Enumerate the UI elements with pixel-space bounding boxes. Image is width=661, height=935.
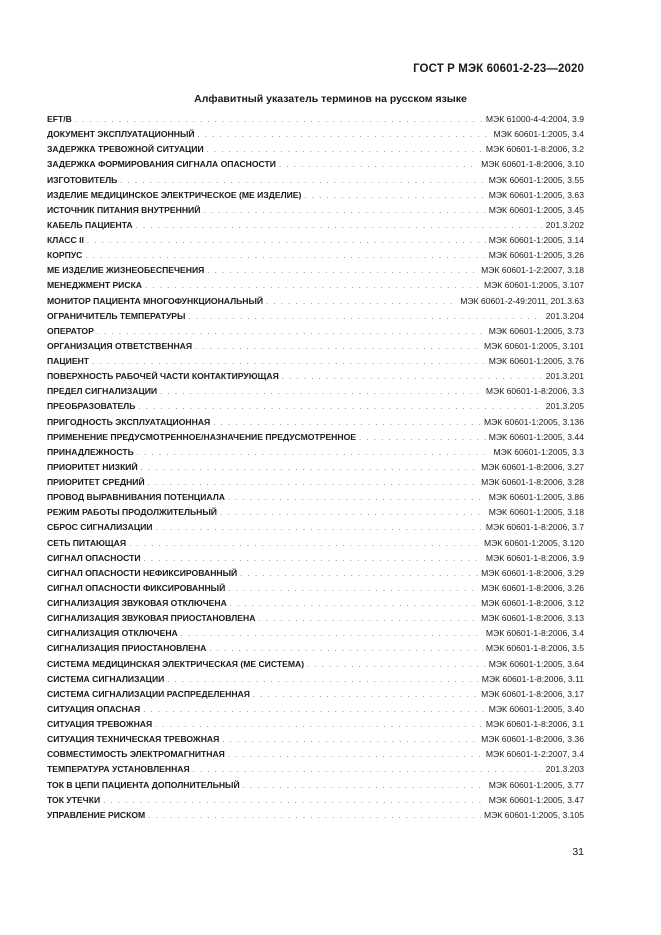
index-reference: МЭК 60601-1:2005, 3.55 xyxy=(488,174,584,185)
index-entry xyxy=(47,732,584,747)
index-term: СИТУАЦИЯ ТРЕВОЖНАЯ xyxy=(47,719,153,729)
index-term: МЕНЕДЖМЕНТ РИСКА xyxy=(47,280,143,291)
index-entry xyxy=(47,309,584,324)
index-entry xyxy=(47,747,584,762)
index-entry xyxy=(47,430,584,445)
index-term: СИГНАЛ ОПАСНОСТИ ФИКСИРОВАННЫЙ xyxy=(47,582,226,593)
index-term: СИГНАЛИЗАЦИЯ ЗВУКОВАЯ ПРИОСТАНОВЛЕНА xyxy=(47,613,256,624)
dot-leader xyxy=(97,324,486,339)
index-entry xyxy=(47,445,584,460)
index-reference: МЭК 60601-1:2005, 3.45 xyxy=(488,204,584,215)
index-term: ПРЕДЕЛ СИГНАЛИЗАЦИИ xyxy=(47,386,158,397)
index-entry xyxy=(47,702,584,717)
dot-leader xyxy=(209,641,483,656)
dot-leader xyxy=(103,793,486,808)
document-header: ГОСТ Р МЭК 60601-2-23—2020 xyxy=(413,63,584,75)
dot-leader xyxy=(85,248,485,263)
index-reference: МЭК 60601-1:2005, 3.64 xyxy=(488,658,584,669)
index-term: СИГНАЛИЗАЦИЯ ОТКЛЮЧЕНА xyxy=(47,628,178,639)
index-reference: МЭК 61000-4-4:2004, 3.9 xyxy=(485,114,584,124)
index-term: СИГНАЛИЗАЦИЯ ЗВУКОВАЯ ОТКЛЮЧЕНА xyxy=(47,598,227,608)
index-reference: МЭК 60601-1-8:2006, 3.17 xyxy=(481,688,584,699)
index-entry xyxy=(47,233,584,248)
index-entry xyxy=(47,520,584,535)
dot-leader xyxy=(240,566,478,581)
dot-leader xyxy=(148,475,478,490)
index-reference: МЭК 60601-1:2005, 3.120 xyxy=(483,537,584,548)
index-entry xyxy=(47,762,584,777)
index-reference: МЭК 60601-1:2005, 3.44 xyxy=(488,431,584,442)
index-term: УПРАВЛЕНИЕ РИСКОМ xyxy=(47,809,146,820)
dot-leader xyxy=(266,294,457,309)
index-reference: 201.3.205 xyxy=(545,401,584,412)
dot-leader xyxy=(230,596,478,611)
index-reference: МЭК 60601-1-8:2006, 3.26 xyxy=(481,582,584,593)
index-reference: МЭК 60601-1-8:2006, 3.10 xyxy=(481,159,584,170)
dot-leader xyxy=(213,415,481,430)
index-entry xyxy=(47,278,584,293)
index-term: ПРИГОДНОСТЬ ЭКСПЛУАТАЦИОННАЯ xyxy=(47,416,211,427)
dot-leader xyxy=(279,157,478,172)
dot-leader xyxy=(228,581,478,596)
index-entry xyxy=(47,324,584,339)
dot-leader xyxy=(193,762,543,777)
index-reference: МЭК 60601-1:2005, 3.76 xyxy=(488,356,584,366)
index-entry xyxy=(47,294,584,309)
dot-leader xyxy=(155,520,482,535)
index-entry xyxy=(47,127,584,142)
index-reference: МЭК 60601-1:2005, 3.14 xyxy=(488,235,584,245)
dot-leader xyxy=(120,173,485,188)
index-entry xyxy=(47,354,584,369)
index-term: СИТУАЦИЯ ТЕХНИЧЕСКАЯ ТРЕВОЖНАЯ xyxy=(47,734,220,745)
index-term: МОНИТОР ПАЦИЕНТА МНОГОФУНКЦИОНАЛЬНЫЙ xyxy=(47,295,264,306)
index-term: ОПЕРАТОР xyxy=(47,325,94,336)
dot-leader xyxy=(155,717,483,732)
index-term: ИЗГОТОВИТЕЛЬ xyxy=(47,174,118,185)
dot-leader xyxy=(75,112,483,127)
index-entry xyxy=(47,490,584,505)
index-term: ЗАДЕРЖКА ФОРМИРОВАНИЯ СИГНАЛА ОПАСНОСТИ xyxy=(47,159,276,170)
index-entry xyxy=(47,581,584,596)
dot-leader xyxy=(258,611,478,626)
dot-leader xyxy=(148,808,481,823)
index-term: ДОКУМЕНТ ЭКСПЛУАТАЦИОННЫЙ xyxy=(47,129,195,140)
dot-leader xyxy=(188,309,542,324)
index-reference: МЭК 60601-1-8:2006, 3.29 xyxy=(481,567,584,578)
dot-leader xyxy=(137,445,491,460)
index-reference: 201.3.203 xyxy=(545,764,584,775)
index-entry xyxy=(47,112,584,127)
index-entry xyxy=(47,263,584,278)
index-entry xyxy=(47,188,584,203)
index-term: EFT/B xyxy=(47,114,72,124)
index-entry xyxy=(47,142,584,157)
index-term: СИТУАЦИЯ ОПАСНАЯ xyxy=(47,703,141,714)
index-term: СИГНАЛИЗАЦИЯ ПРИОСТАНОВЛЕНА xyxy=(47,643,207,654)
index-entry xyxy=(47,641,584,656)
index-reference: МЭК 60601-1:2005, 3.105 xyxy=(483,809,584,820)
page-number: 31 xyxy=(572,846,584,858)
index-reference: МЭК 60601-1-8:2006, 3.2 xyxy=(485,144,584,155)
index-term: ТОК УТЕЧКИ xyxy=(47,794,101,805)
index-term: КЛАСС II xyxy=(47,235,84,245)
index-entry xyxy=(47,657,584,672)
index-reference: МЭК 60601-1:2005, 3.40 xyxy=(488,703,584,714)
dot-leader xyxy=(143,702,486,717)
index-reference: МЭК 60601-1-8:2006, 3.12 xyxy=(481,598,584,608)
index-term: ПАЦИЕНТ xyxy=(47,356,90,366)
index-entry xyxy=(47,687,584,702)
index-reference: МЭК 60601-1:2005, 3.73 xyxy=(488,325,584,336)
index-reference: МЭК 60601-1:2005, 3.4 xyxy=(493,129,584,140)
index-reference: МЭК 60601-1-8:2006, 3.28 xyxy=(481,477,584,487)
dot-leader xyxy=(220,505,486,520)
dot-leader xyxy=(207,263,478,278)
dot-leader xyxy=(136,218,543,233)
index-term: СИГНАЛ ОПАСНОСТИ xyxy=(47,552,141,563)
dot-leader xyxy=(207,142,483,157)
index-term: СБРОС СИГНАЛИЗАЦИИ xyxy=(47,522,153,533)
index-reference: МЭК 60601-1:2005, 3.136 xyxy=(483,416,584,427)
index-reference: 201.3.201 xyxy=(545,371,584,382)
dot-leader xyxy=(243,778,486,793)
index-entry xyxy=(47,808,584,823)
index-term: ПРИМЕНЕНИЕ ПРЕДУСМОТРЕННОЕ/НАЗНАЧЕНИЕ ПРЕДУСМОТРЕННОЕ xyxy=(47,431,357,442)
dot-leader xyxy=(181,626,483,641)
dot-leader xyxy=(129,536,481,551)
index-term: РЕЖИМ РАБОТЫ ПРОДОЛЖИТЕЛЬНЫЙ xyxy=(47,507,217,518)
dot-leader xyxy=(359,430,486,445)
index-entry xyxy=(47,415,584,430)
dot-leader xyxy=(145,278,481,293)
dot-leader xyxy=(228,490,486,505)
index-term: ПРИОРИТЕТ СРЕДНИЙ xyxy=(47,477,145,487)
index-entry xyxy=(47,505,584,520)
dot-leader xyxy=(203,203,485,218)
index-term: ПРЕОБРАЗОВАТЕЛЬ xyxy=(47,401,136,412)
index-reference: МЭК 60601-1:2005, 3.101 xyxy=(483,340,584,351)
index-reference: МЭК 60601-1:2005, 3.47 xyxy=(488,794,584,805)
index-entry xyxy=(47,611,584,626)
index-entry xyxy=(47,717,584,732)
term-index-list xyxy=(47,112,584,823)
index-term: ТЕМПЕРАТУРА УСТАНОВЛЕННАЯ xyxy=(47,764,190,775)
dot-leader xyxy=(282,369,543,384)
index-entry xyxy=(47,173,584,188)
index-entry xyxy=(47,157,584,172)
dot-leader xyxy=(87,233,486,248)
index-term: КАБЕЛЬ ПАЦИЕНТА xyxy=(47,219,133,230)
index-reference: МЭК 60601-1-8:2006, 3.13 xyxy=(481,613,584,624)
index-reference: МЭК 60601-1-2:2007, 3.18 xyxy=(481,265,584,276)
index-reference: МЭК 60601-1:2005, 3.3 xyxy=(493,446,584,457)
index-term: ПРИНАДЛЕЖНОСТЬ xyxy=(47,446,134,457)
index-reference: 201.3.202 xyxy=(545,219,584,230)
index-entry xyxy=(47,339,584,354)
index-term: ОРГАНИЗАЦИЯ ОТВЕТСТВЕННАЯ xyxy=(47,340,193,351)
index-entry xyxy=(47,399,584,414)
dot-leader xyxy=(253,687,478,702)
index-term: ЗАДЕРЖКА ТРЕВОЖНОЙ СИТУАЦИИ xyxy=(47,144,204,155)
index-term: СЕТЬ ПИТАЮЩАЯ xyxy=(47,537,127,548)
index-term: ИЗДЕЛИЕ МЕДИЦИНСКОЕ ЭЛЕКТРИЧЕСКОЕ (МЕ ИЗДЕЛИЕ) xyxy=(47,189,302,200)
index-reference: МЭК 60601-1-8:2006, 3.5 xyxy=(485,643,584,654)
dot-leader xyxy=(228,747,483,762)
index-reference: МЭК 60601-2-49:2011, 201.3.63 xyxy=(460,295,584,306)
index-entry xyxy=(47,672,584,687)
dot-leader xyxy=(307,657,486,672)
index-entry xyxy=(47,218,584,233)
index-term: ПРИОРИТЕТ НИЗКИЙ xyxy=(47,461,138,472)
index-term: ОГРАНИЧИТЕЛЬ ТЕМПЕРАТУРЫ xyxy=(47,310,186,321)
index-entry xyxy=(47,536,584,551)
index-term: СИСТЕМА МЕДИЦИНСКАЯ ЭЛЕКТРИЧЕСКАЯ (МЕ СИСТЕМА) xyxy=(47,658,305,669)
index-reference: МЭК 60601-1:2005, 3.26 xyxy=(488,250,584,261)
dot-leader xyxy=(160,384,483,399)
index-reference: МЭК 60601-1-8:2006, 3.4 xyxy=(485,628,584,639)
index-entry xyxy=(47,460,584,475)
index-term: ПОВЕРХНОСТЬ РАБОЧЕЙ ЧАСТИ КОНТАКТИРУЮЩАЯ xyxy=(47,371,279,382)
dot-leader xyxy=(222,732,478,747)
index-reference: МЭК 60601-1:2005, 3.107 xyxy=(483,280,584,291)
dot-leader xyxy=(138,399,542,414)
dot-leader xyxy=(141,460,478,475)
index-term: СОВМЕСТИМОСТЬ ЭЛЕКТРОМАГНИТНАЯ xyxy=(47,749,225,760)
index-title: Алфавитный указатель терминов на русском языке xyxy=(194,93,467,105)
index-reference: МЭК 60601-1-8:2006, 3.11 xyxy=(481,673,584,684)
index-term: МЕ ИЗДЕЛИЕ ЖИЗНЕОБЕСПЕЧЕНИЯ xyxy=(47,265,205,276)
index-term: ТОК В ЦЕПИ ПАЦИЕНТА ДОПОЛНИТЕЛЬНЫЙ xyxy=(47,779,240,790)
index-term: ПРОВОД ВЫРАВНИВАНИЯ ПОТЕНЦИАЛА xyxy=(47,492,225,503)
index-reference: МЭК 60601-1-8:2006, 3.1 xyxy=(485,719,584,729)
index-entry xyxy=(47,778,584,793)
index-reference: МЭК 60601-1-8:2006, 3.36 xyxy=(481,734,584,745)
index-reference: МЭК 60601-1:2005, 3.86 xyxy=(488,492,584,503)
index-reference: МЭК 60601-1-2:2007, 3.4 xyxy=(485,749,584,760)
index-entry xyxy=(47,551,584,566)
index-reference: МЭК 60601-1-8:2006, 3.27 xyxy=(481,461,584,472)
index-entry xyxy=(47,203,584,218)
index-entry xyxy=(47,475,584,490)
dot-leader xyxy=(195,339,481,354)
index-entry xyxy=(47,566,584,581)
index-entry xyxy=(47,793,584,808)
index-reference: 201.3.204 xyxy=(545,310,584,321)
index-term: СИСТЕМА СИГНАЛИЗАЦИИ xyxy=(47,673,165,684)
dot-leader xyxy=(92,354,486,369)
index-entry xyxy=(47,384,584,399)
index-reference: МЭК 60601-1:2005, 3.63 xyxy=(488,189,584,200)
index-entry xyxy=(47,626,584,641)
index-entry xyxy=(47,248,584,263)
index-entry xyxy=(47,369,584,384)
index-reference: МЭК 60601-1-8:2006, 3.7 xyxy=(485,522,584,533)
index-entry xyxy=(47,596,584,611)
dot-leader xyxy=(144,551,483,566)
dot-leader xyxy=(304,188,485,203)
index-term: СИСТЕМА СИГНАЛИЗАЦИИ РАСПРЕДЕЛЕННАЯ xyxy=(47,688,250,699)
index-term: СИГНАЛ ОПАСНОСТИ НЕФИКСИРОВАННЫЙ xyxy=(47,567,238,578)
index-reference: МЭК 60601-1-8:2006, 3.3 xyxy=(485,386,584,397)
dot-leader xyxy=(167,672,478,687)
index-term: ИСТОЧНИК ПИТАНИЯ ВНУТРЕННИЙ xyxy=(47,204,201,215)
dot-leader xyxy=(198,127,491,142)
index-reference: МЭК 60601-1:2005, 3.77 xyxy=(488,779,584,790)
index-reference: МЭК 60601-1-8:2006, 3.9 xyxy=(485,552,584,563)
index-term: КОРПУС xyxy=(47,250,83,261)
index-reference: МЭК 60601-1:2005, 3.18 xyxy=(488,507,584,518)
